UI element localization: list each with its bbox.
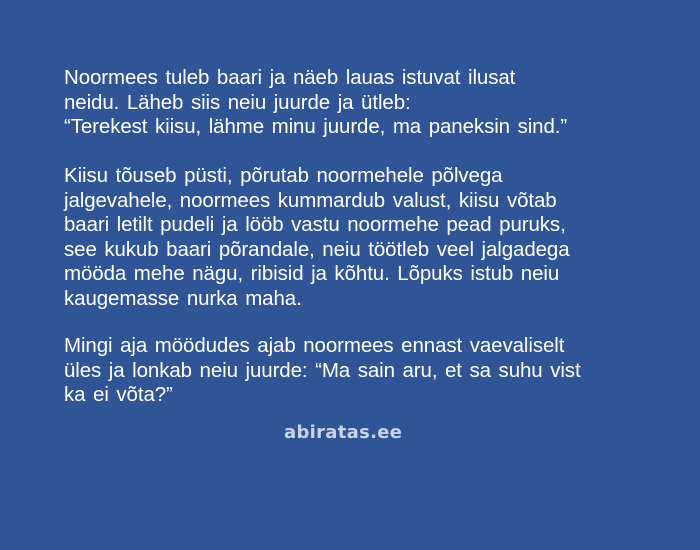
joke-paragraph-1: Noormees tuleb baari ja näeb lauas istuvat ilusat neidu. Läheb siis neiu juurde ja ütleb: “Terekest kiisu, lähme minu juurde, ma paneksin sind.”	[64, 66, 568, 138]
joke-paragraph-2: Kiisu tõuseb püsti, põrutab noormehele põlvega jalgevahele, noormees kummardub valust, kiisu võtab baari letilt pudeli ja lööb vastu noormehe pead puruks, see kukub baari põrandale, neiu töötleb veel jalgadega mööda mehe nägu, ribisid ja kõhtu. Lõpuks istub neiu kaugemasse nurka maha.	[64, 164, 570, 310]
joke-paragraph-3: Mingi aja möödudes ajab noormees ennast vaevaliselt üles ja lonkab neiu juurde: “Ma sain aru, et sa suhu vist ka ei võta?”	[64, 334, 581, 406]
site-watermark: abiratas.ee	[284, 422, 403, 443]
